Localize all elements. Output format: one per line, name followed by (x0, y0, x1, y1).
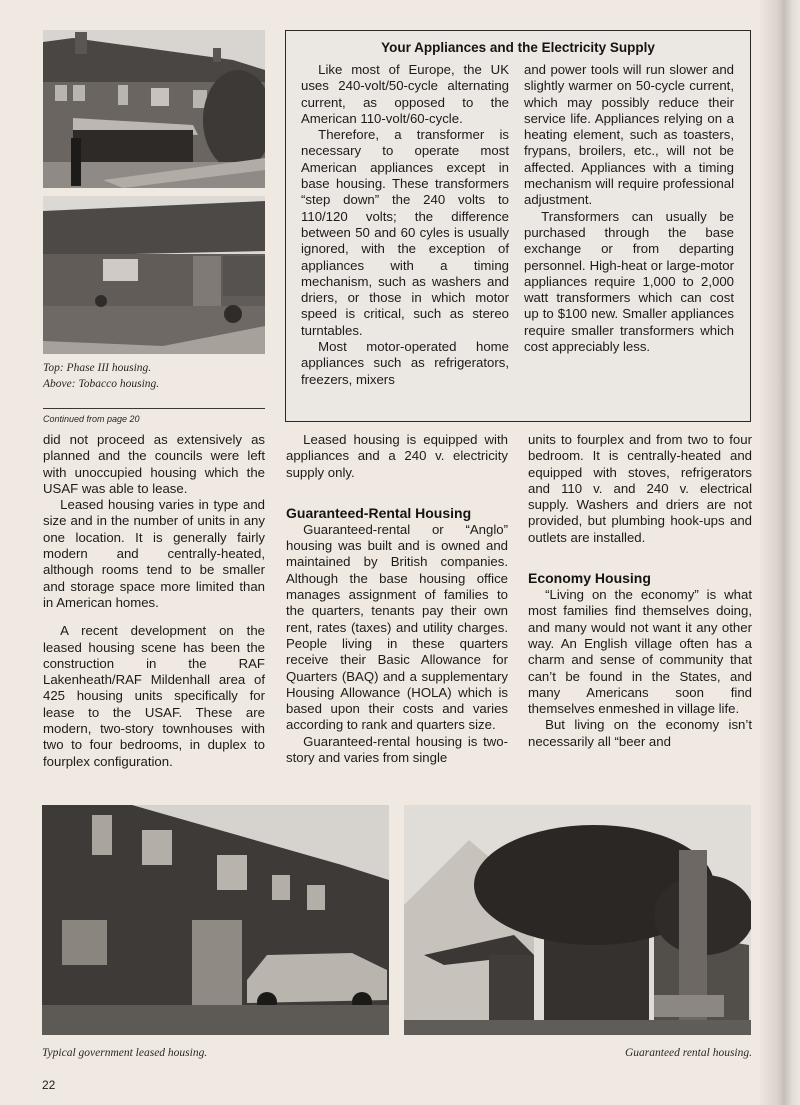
photo-phase-iii-housing (43, 30, 265, 188)
article-paragraph: Leased housing varies in type and size and in the number of units in any one location. It is generally fairly modern and centrally-heated, although rooms tend to be smaller and storage space more limited than in American homes. (43, 497, 265, 610)
heading-guaranteed-rental: Guaranteed-Rental Housing (286, 504, 472, 521)
article-paragraph: Leased housing is equipped with appliances and a 240 v. electricity supply only. (286, 432, 508, 480)
photo-tobacco-housing (43, 196, 265, 354)
caption-guaranteed-rental: Guaranteed rental housing. (624, 1047, 752, 1059)
continued-divider (43, 408, 265, 409)
article-column-3 (528, 432, 752, 750)
sidebar-paragraph: Transformers can usually be purchased through the base exchange or from departing personnel. High-heat or large-motor appliances require 1,000 to 2,000 watt transformers which can cost up to $100 new. Smaller appliances require smaller transformers which cost appreciably less. (524, 208, 734, 355)
page-gutter-shadow (760, 0, 800, 1105)
article-paragraph: did not proceed as extensively as planned and the councils were left with unoccupied housing which the USAF was able to lease. (43, 432, 265, 496)
sidebar-column-2 (524, 62, 734, 355)
photo-government-leased-housing (42, 805, 389, 1035)
photo-guaranteed-rental-housing (404, 805, 751, 1035)
heading-economy-housing: Economy Housing (528, 570, 651, 587)
sidebar-box-appliances (285, 30, 751, 422)
article-paragraph: Guaranteed-rental or “Anglo” housing was built and is owned and maintained by British companies. Although the base housing office manages assignment of families to the quarters, tenants pay their own rent, rates (taxes) and utility charges. People living in these quarters receive their Basic Allowance for Quarters (BAQ) and a supplementary Housing Allowance (HOLA) which is based upon their costs and varies according to rank and quarters size. (286, 521, 508, 733)
sidebar-paragraph: Like most of Europe, the UK uses 240-volt/50-cycle alternating current, as opposed to the American 110-volt/60-cycle. (301, 62, 509, 126)
caption-tobacco: Above: Tobacco housing. (43, 378, 160, 390)
top-photos-caption (43, 360, 159, 392)
sidebar-title: Your Appliances and the Electricity Supply (381, 40, 655, 55)
article-paragraph: Guaranteed-rental housing is two-story and varies from single (286, 733, 508, 766)
continued-from-note: Continued from page 20 (43, 414, 140, 424)
sidebar-paragraph: and power tools will run slower and slightly warmer on 50-cycle current, which may possibly reduce their service life. Appliances relying on a heating element, such as toasters, frypans, broilers, etc., will not be affected. Appliances with a timing mechanism will require professional adjustment. (524, 62, 734, 208)
sidebar-paragraph: Most motor-operated home appliances such as refrigerators, freezers, mixers (301, 339, 509, 387)
caption-phase-iii: Top: Phase III housing. (43, 362, 152, 374)
article-paragraph: A recent development on the leased housing scene has been the construction in the RAF Lakenheath/RAF Mildenhall area of 425 housing units specifically for lease to the USAF. These are modern, two-story townhouses with two to four bedrooms, in duplex to fourplex configuration. (43, 623, 265, 769)
sidebar-column-1 (301, 62, 509, 388)
page-number: 22 (42, 1078, 56, 1092)
article-paragraph: But living on the economy isn’t necessarily all “beer and (528, 717, 752, 749)
article-paragraph: “Living on the economy” is what most families find themselves doing, and many would not want it any other way. An English village often has a charm and sense of community that can’t be found in the States, and many Americans soon find themselves enmeshed in village life. (528, 587, 752, 717)
sidebar-paragraph: Therefore, a transformer is necessary to operate most American appliances except in base housing. These transformers “step down” the 240 volts to 110/120 volts; the difference between 50 and 60 cyles is usually ignored, with the exception of appliances with a timing mechanism, such as washers and driers, or those in which motor speed is critical, such as stereo turntables. (301, 127, 509, 338)
caption-government-leased: Typical government leased housing. (42, 1047, 208, 1059)
article-paragraph: units to fourplex and from two to four bedroom. It is centrally-heated and equipped with stoves, refrigerators and 110 v. and 240 v. electrical supply. Washers and driers are not provided, but plumbing hook-ups and outlets are installed. (528, 432, 752, 545)
article-column-1 (43, 432, 265, 770)
article-column-2 (286, 432, 508, 766)
